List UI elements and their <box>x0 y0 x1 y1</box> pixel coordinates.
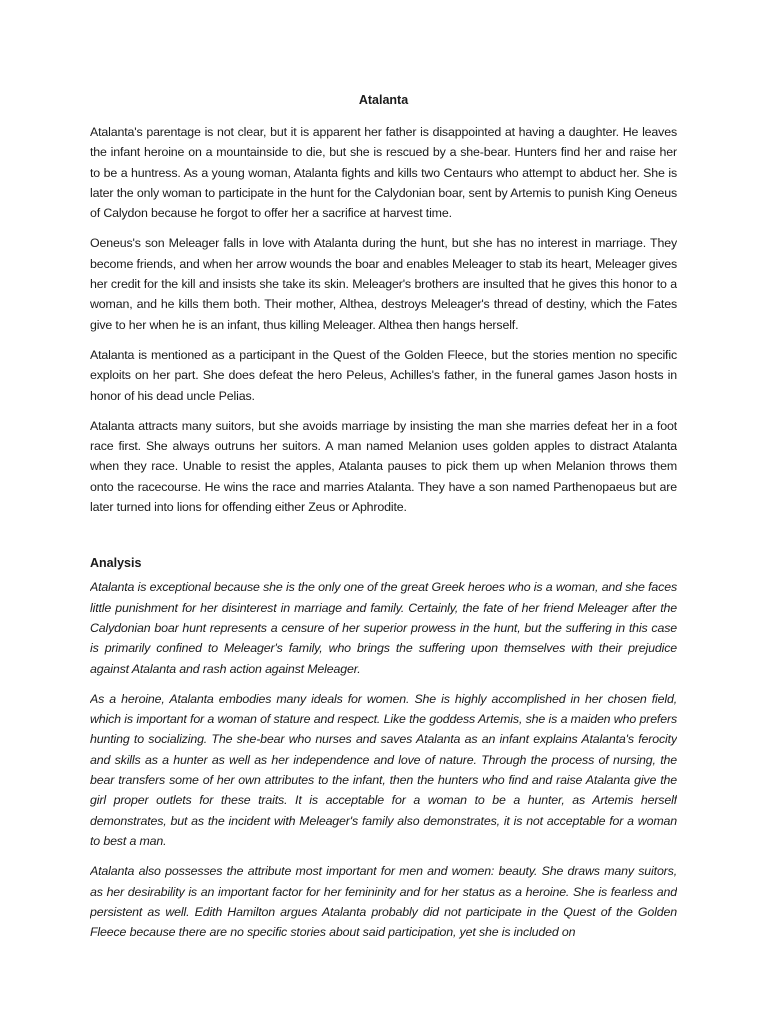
analysis-heading: Analysis <box>90 556 142 571</box>
paragraph-golden-fleece: Atalanta is mentioned as a participant in the Quest of the Golden Fleece, but the stories mention no specific exploits on her part. She does defeat the hero Peleus, Achilles's father, in the funeral games Jason hosts in honor of his dead uncle Pelias. <box>90 347 677 403</box>
analysis-paragraph-exceptional: Atalanta is exceptional because she is the only one of the great Greek heroes who is a woman, and she faces little punishment for her disinterest in marriage and family. Certainly, the fate of her friend Meleager after the Calydonian boar hunt represents a censure of her superior prowess in the hunt, but the suffering in this case is primarily confined to Meleager's family, who brings the suffering upon themselves with their prejudice against Atalanta and rash action against Meleager. <box>90 580 677 676</box>
paragraph-parentage: Atalanta's parentage is not clear, but it is apparent her father is disappointed at having a daughter. He leaves the infant heroine on a mountainside to die, but she is rescued by a she-bear. Hunters find her and raise her to be a huntress. As a young woman, Atalanta fights and kills two Centaurs who attempt to abduct her. She is later the only woman to participate in the hunt for the Calydonian boar, sent by Artemis to punish King Oeneus of Calydon because he forgot to offer her a sacrifice at harvest time. <box>90 125 677 221</box>
analysis-paragraph-heroine: As a heroine, Atalanta embodies many ideals for women. She is highly accomplished in her chosen field, which is important for a woman of stature and respect. Like the goddess Artemis, she is a maiden who prefers hunting to socializing. The she-bear who nurses and saves Atalanta as an infant explains Atalanta's ferocity and skills as a hunter as well as her independence and love of nature. Through the process of nursing, the bear transfers some of her own attributes to the infant, then the hunters who find and raise Atalanta give the girl proper outlets for these traits. It is acceptable for a woman to be a hunter, as Artemis herself demonstrates, but as the incident with Meleager's family also demonstrates, it is not acceptable for a woman to best a man. <box>90 691 677 848</box>
paragraph-meleager: Oeneus's son Meleager falls in love with Atalanta during the hunt, but she has no interest in marriage. They become friends, and when her arrow wounds the boar and enables Meleager to stab its heart, Meleager gives her credit for the kill and insists she take its skin. Meleager's brothers are insulted that he gives this honor to a woman, and he kills them both. Their mother, Althea, destroys Meleager's thread of destiny, which the Fates give to her when he is an infant, thus killing Meleager. Althea then hangs herself. <box>90 236 677 332</box>
section-spacer <box>90 527 677 553</box>
analysis-paragraph-beauty: Atalanta also possesses the attribute most important for men and women: beauty. She draws many suitors, as her desirability is an important factor for her femininity and for her status as a heroine. She is fearless and persistent as well. Edith Hamilton argues Atalanta probably did not participate in the Quest of the Golden Fleece because there are no specific stories about said participation, yet she is included on <box>90 864 677 940</box>
document-title: Atalanta <box>358 93 409 107</box>
document-page <box>90 90 677 1024</box>
paragraph-suitors: Atalanta attracts many suitors, but she avoids marriage by insisting the man she marries defeat her in a foot race first. She always outruns her suitors. A man named Melanion uses golden apples to distract Atalanta when they race. Unable to resist the apples, Atalanta pauses to pick them up when Melanion throws them onto the racecourse. He wins the race and marries Atalanta. They have a son named Parthenopaeus but are later turned into lions for offending either Zeus or Aphrodite. <box>90 418 677 515</box>
